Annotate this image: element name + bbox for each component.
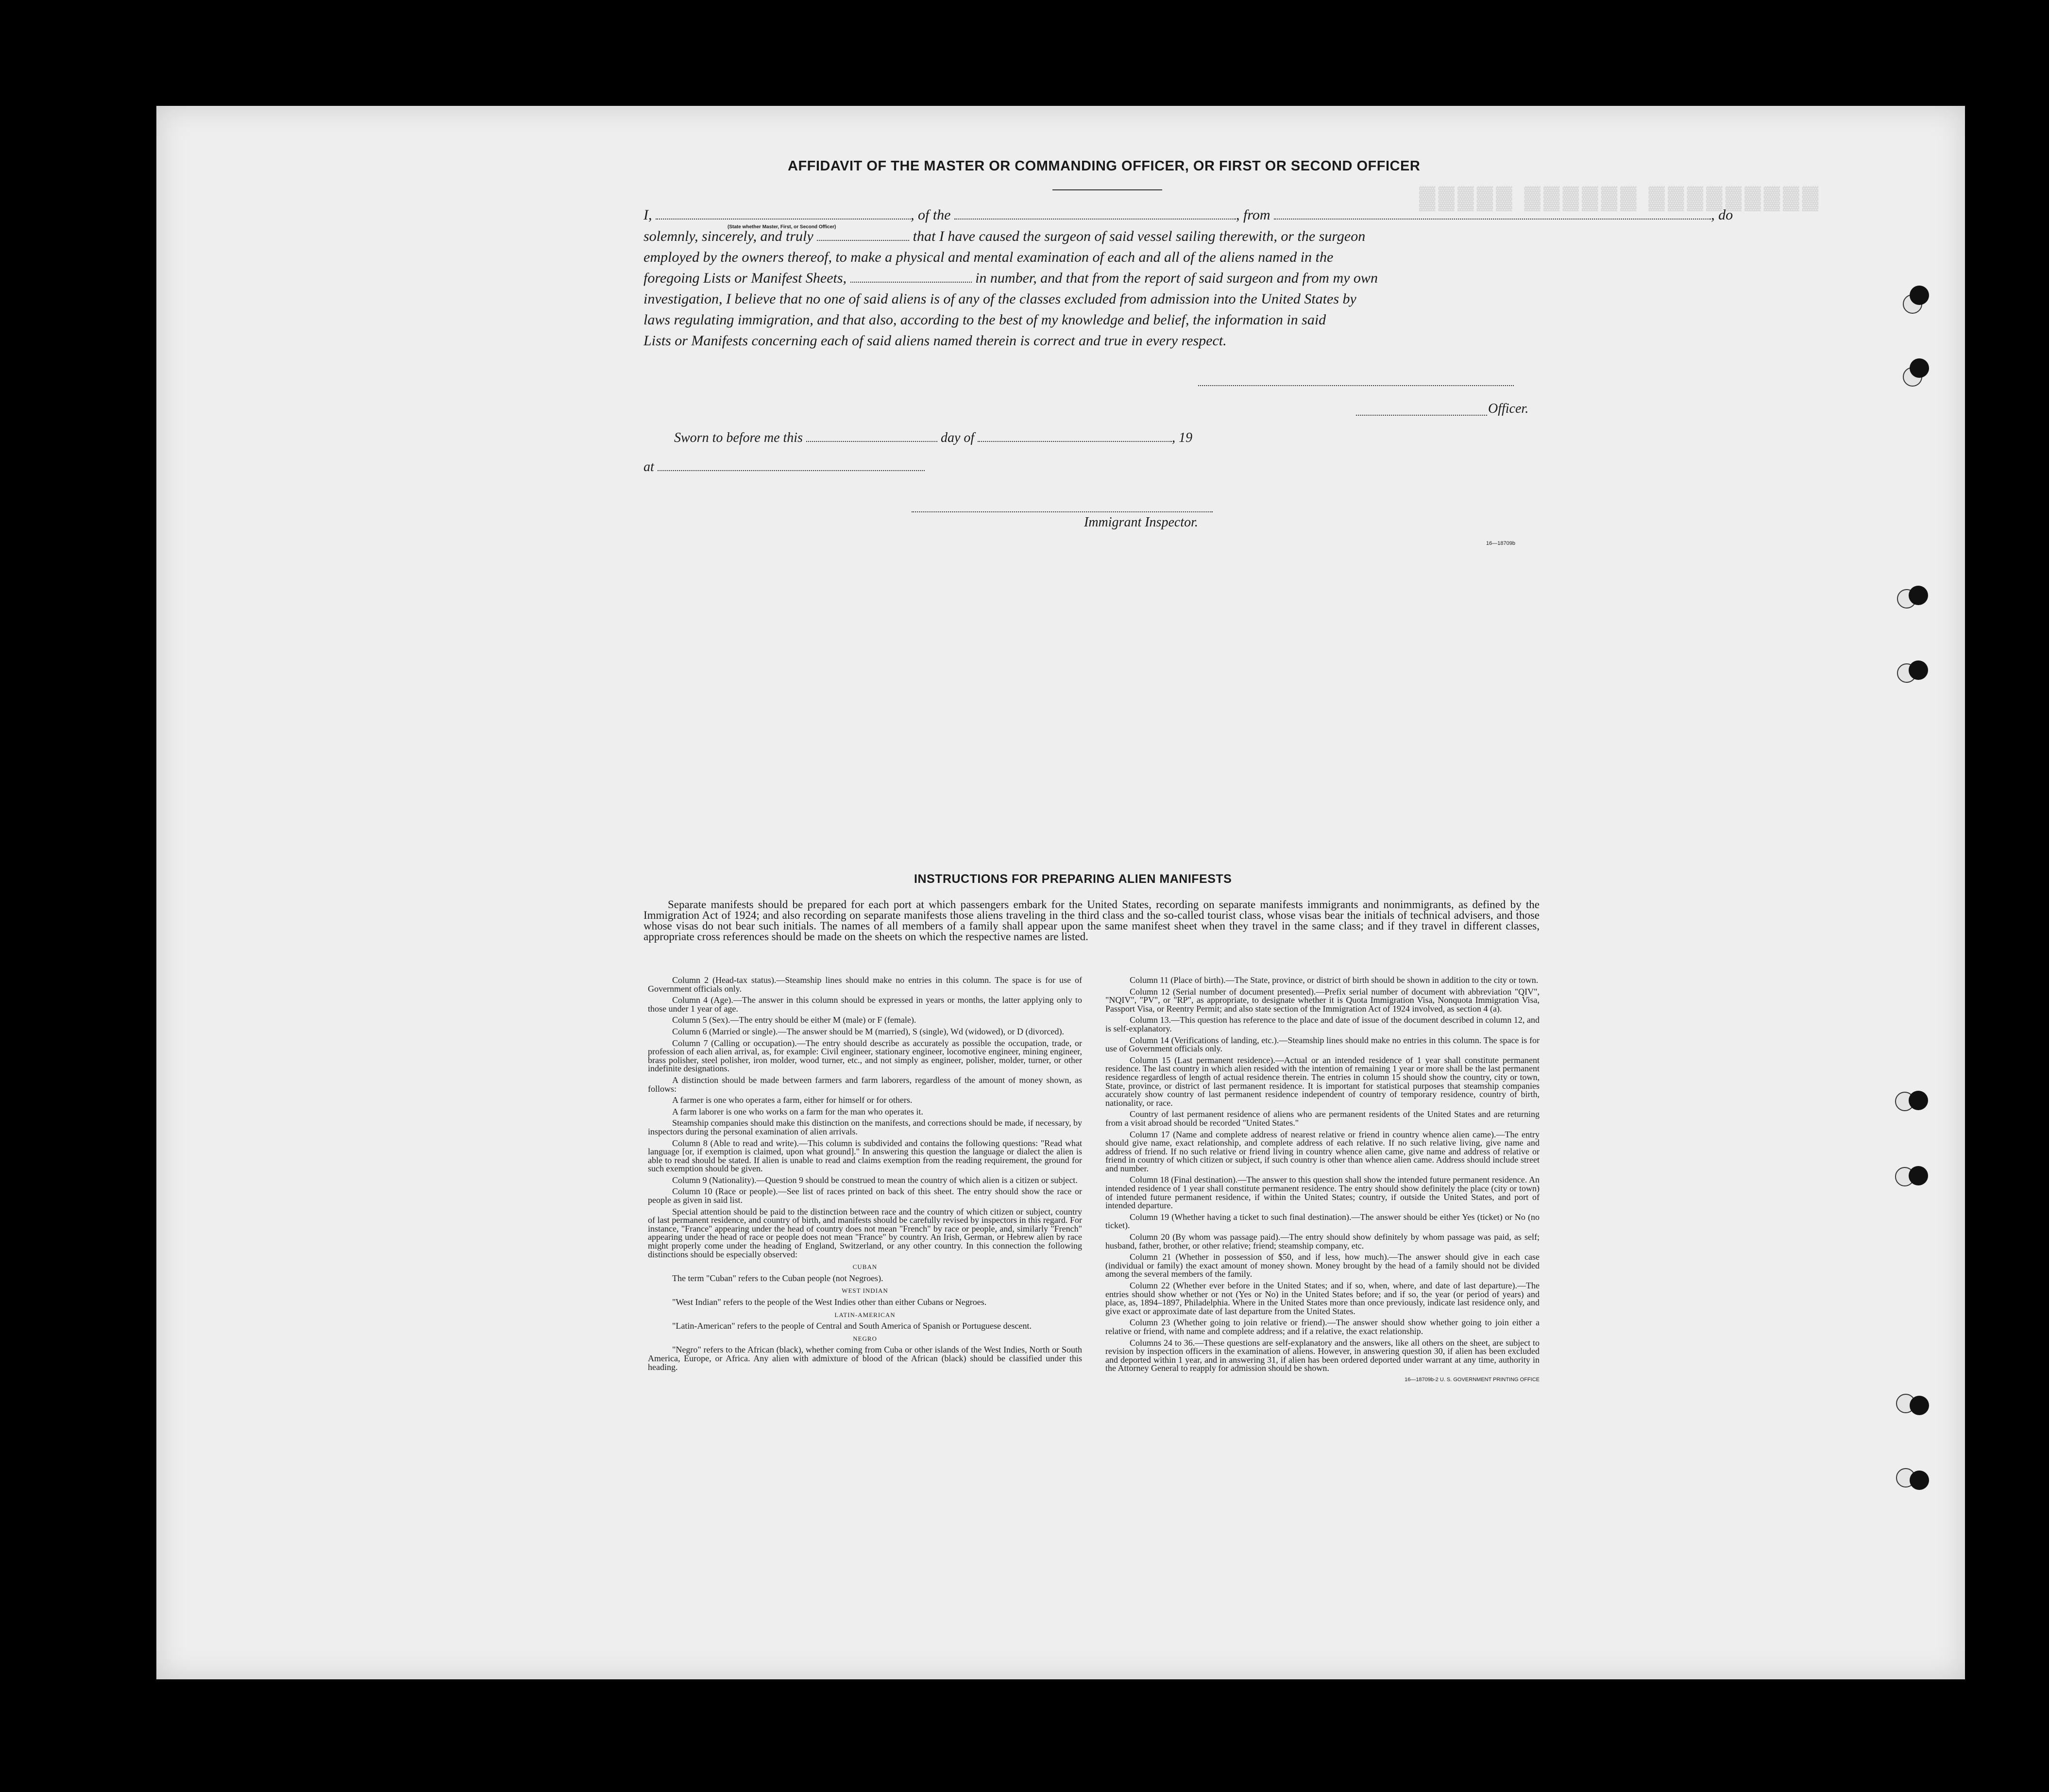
left-paragraph: A distinction should be made between farmers and farm laborers, regardless of the amount of money shown, as follows: [648,1075,1082,1094]
right-paragraph: Country of last permanent residence of aliens who are permanent residents of the United States and are returning from a visit abroad should be recorded "United States." [1105,1109,1540,1128]
left-paragraph: Column 6 (Married or single).—The answer should be M (married), S (single), Wd (widowed), or D (divorced). [672,1026,1064,1036]
affidavit-line-6: laws regulating immigration, and that also, according to the best of my knowledge and belief, the information in said [643,312,1326,328]
officer-label: Officer. [1488,401,1529,416]
affidavit-line-7: Lists or Manifests concerning each of said aliens named therein is correct and true in every respect. [643,333,1227,349]
affidavit-line-4: foregoing Lists or Manifest Sheets, in number, and that from the report of said surgeon and from my own [643,270,1378,286]
right-paragraph: Column 21 (Whether in possession of $50, and if less, how much).—The answer should give in each case (individual or family) the exact amount of money shown. Money brought by the head of a family should not be divided among the several members of the family. [1105,1252,1540,1279]
right-paragraph: Column 23 (Whether going to join relative or friend).—The answer should show whether going to join either a relative or friend, with name and complete address; and if a relative, the exact relationship. [1105,1318,1540,1336]
signature-line-1[interactable] [1198,385,1514,386]
left-paragraph: Column 10 (Race or people).—See list of races printed on back of this sheet. The entry should show the race or people as given in said list. [648,1186,1082,1205]
at-line: at [643,459,925,475]
sworn-place-field[interactable] [658,470,925,471]
left-paragraph: Column 5 (Sex).—The entry should be either M (male) or F (female). [672,1015,916,1025]
left-paragraph: "West Indian" refers to the people of the West Indies other than either Cubans or Negroes. [672,1297,987,1307]
left-paragraph: Column 4 (Age).—The answer in this column should be expressed in years or months, the latter applying only to those under 1 year of age. [648,995,1082,1014]
right-paragraph: Column 15 (Last permanent residence).—Actual or an intended residence of 1 year shall constitute permanent residence. The last country in which alien resided with the intention of remaining 1 year or more shall be the last permanent residence regardless of length of actual residence therein. The entries in column 15 should show the country, city or town, State, province, or district of last permanent residence. It is important for statistical purposes that steamship companies accurately show country of last permanent residence independent of country of temporary residence, country of birth, nationality, or race. [1105,1055,1540,1108]
left-paragraph: Column 2 (Head-tax status).—Steamship lines should make no entries in this column. The space is for use of Government officials only. [648,975,1082,994]
left-paragraph: Special attention should be paid to the distinction between race and the country of which citizen or subject, country of last permanent residence, and country of birth, and manifests should be carefully revised by inspectors in this regard. For instance, "France" appearing under the head of country does not mean "French" by race or people, and, similarly "French" appearing under the head of race or people does not mean "France" by country. An Irish, German, or Hebrew alien by race might properly come under the heading of England, Switzerland, or any other country. In this connection the following distinctions should be especially observed: [648,1206,1082,1259]
heading-west-indian: WEST INDIAN [842,1287,888,1295]
instructions-right-column [1105,976,1540,1387]
right-paragraph: Column 12 (Serial number of document presented).—Prefix serial number of document with abbreviation "QIV", "NQIV", "PV", or "RP", as appropriate, to designate whether it is Quota Immigration Visa, Nonquota Immigration Visa, Passport Visa, or Reentry Permit; and also state section of the Immigration Act of 1924 involved, as section 4 (a). [1105,986,1540,1014]
form-number: 16—18709b [1486,541,1515,546]
sworn-month-field[interactable] [978,440,1172,442]
sworn-day-field[interactable] [806,440,937,442]
officer-name-field[interactable] [656,218,911,220]
right-paragraph: Column 20 (By whom was passage paid).—The entry should show definitely by whom passage was paid, as self; husband, father, brother, or other relative; friend; steamship company, etc. [1105,1232,1540,1251]
affidavit-line-3: employed by the owners thereof, to make a physical and mental examination of each and all of the aliens named in the [643,249,1334,265]
affidavit-line-1: I, , of the , from , do [643,207,1733,223]
left-paragraph: "Latin-American" refers to the people of Central and South America of Spanish or Portuguese descent. [672,1321,1032,1331]
right-paragraph: Column 18 (Final destination).—The answer to this question shall show the intended future permanent residence. An intended residence of 1 year shall constitute permanent residence. The entry should show definitely the place (city or town) of intended future permanent residence, if within the United States; country, if outside the United States, and port of intended departure. [1105,1175,1540,1211]
right-paragraph: Column 22 (Whether ever before in the United States; and if so, when, where, and date of last departure).—The entries should show whether or not (Yes or No) in the United States before; and if so, the year (or period of years) and place, as, 1894–1897, Philadelphia. Where in the United States more than once previously, indicate last residence only, and give exact or approximate date of last departure from the United States. [1105,1281,1540,1316]
left-paragraph: A farmer is one who operates a farm, either for himself or for others. [672,1095,913,1105]
left-paragraph: "Negro" refers to the African (black), whether coming from Cuba or other islands of the West Indies, North or South America, Europe, or Africa. Any alien with admixture of blood of the African (black) should be classified under this heading. [648,1345,1082,1372]
right-paragraph: Column 14 (Verifications of landing, etc.).—Steamship lines should make no entries in this column. The space is for use of Government officials only. [1105,1035,1540,1054]
inspector-signature-line[interactable] [912,511,1213,512]
state-note: (State whether Master, First, or Second Officer) [728,224,836,230]
right-paragraph: Column 13.—This question has reference to the place and date of issue of the document described in column 12, and is self-explanatory. [1105,1015,1540,1033]
heading-negro: NEGRO [853,1335,877,1342]
instructions-title: INSTRUCTIONS FOR PREPARING ALIEN MANIFESTS [914,872,1232,886]
sworn-line: Sworn to before me this day of , 19 [674,430,1193,445]
bleed-through-text: ▓▓▓▓▓ ▓▓▓▓▓▓ ▓▓▓▓▓▓▓▓▓ [1419,184,1822,209]
vessel-field[interactable] [954,218,1236,220]
heading-latin-american: LATIN-AMERICAN [834,1311,896,1319]
right-paragraph: Column 19 (Whether having a ticket to such final destination).—The answer should be either Yes (ticket) or No (no ticket). [1105,1212,1540,1231]
left-paragraph: Column 9 (Nationality).—Question 9 should be construed to mean the country of which alien is a citizen or subject. [672,1175,1078,1185]
right-paragraph: Column 11 (Place of birth).—The State, province, or district of birth should be shown in addition to the city or town. [1130,975,1539,985]
number-of-sheets-field[interactable] [850,281,972,283]
heading-cuban: CUBAN [852,1263,878,1271]
left-paragraph: Column 8 (Able to read and write).—This column is subdivided and contains the following questions: "Read what language [or, if exemption is claimed, upon what ground]." In answering this question the language or dialect the alien is able to read should be stated. If alien is unable to read and claims exemption from the reading requirement, the ground for such exemption should be given. [648,1138,1082,1174]
port-from-field[interactable] [1274,218,1711,220]
affidavit-line-2: solemnly, sincerely, and truly that I have caused the surgeon of said vessel sailing therewith, or the surgeon [643,228,1366,244]
instructions-left-column [648,976,1082,1374]
signature-line-2[interactable] [1356,415,1487,416]
title-rule [1052,189,1162,190]
print-footer: 16—18709b-2 U. S. GOVERNMENT PRINTING OFFICE [1405,1376,1540,1383]
right-paragraph: Column 17 (Name and complete address of nearest relative or friend in country whence alien came).—The entry should give name, exact relationship, and complete address of each relative. If no such relative living, give name and address of friend. If no such relative or friend living in country whence alien came, give name and address of relative or friend in country of which citizen or subject, if such country is other than whence alien came. Address should include street and number. [1105,1129,1540,1173]
left-paragraph: The term "Cuban" refers to the Cuban people (not Negroes). [672,1273,883,1283]
inspector-label: Immigrant Inspector. [1084,515,1198,530]
right-paragraph: Columns 24 to 36.—These questions are self-explanatory and the answers, like all others on the sheet, are subject to revision by inspection officers in the examination of aliens. However, in answering question 30, if alien has been excluded and deported within 1 year, and in answering 31, if alien has been ordered deported under warrant at any time, authority in the Attorney General to reapply for admission should be shown. [1105,1337,1540,1373]
affidavit-line-5: investigation, I believe that no one of said aliens is of any of the classes excluded from admission into the United States by [643,291,1356,307]
instructions-intro: Separate manifests should be prepared for each port at which passengers embark for the United States, recording on separate manifests immigrants and nonimmigrants, as defined by the Immigration Act of 1924; and also recording on separate manifests those aliens traveling in the third class and the so-called tourist class, whose visas bear the initials of technical advisers, and those whose visas do not bear such initials. The names of all members of a family shall appear upon the same manifest sheet when they travel in the same class; and if they travel in different classes, appropriate cross references should be made on the sheets on which the respective names are listed. [643,898,1540,943]
manifest-sheet [156,106,1965,1679]
left-paragraph: A farm laborer is one who works on a farm for the man who operates it. [672,1106,923,1116]
sworn-manner-field[interactable] [817,239,909,241]
affidavit-title: AFFIDAVIT OF THE MASTER OR COMMANDING OFFICER, OR FIRST OR SECOND OFFICER [788,158,1421,174]
left-paragraph: Steamship companies should make this distinction on the manifests, and corrections should be made, if necessary, by inspectors during the personal examination of alien arrivals. [648,1118,1082,1136]
left-paragraph: Column 7 (Calling or occupation).—The entry should describe as accurately as possible the occupation, trade, or profession of each alien arrival, as, for example: Civil engineer, stationary engineer, locomotive engineer, mining engineer, brass polisher, steel polisher, iron molder, wood turner, etc., and not simply as engineer, polisher, molder, turner, or other indefinite designations. [648,1038,1082,1074]
